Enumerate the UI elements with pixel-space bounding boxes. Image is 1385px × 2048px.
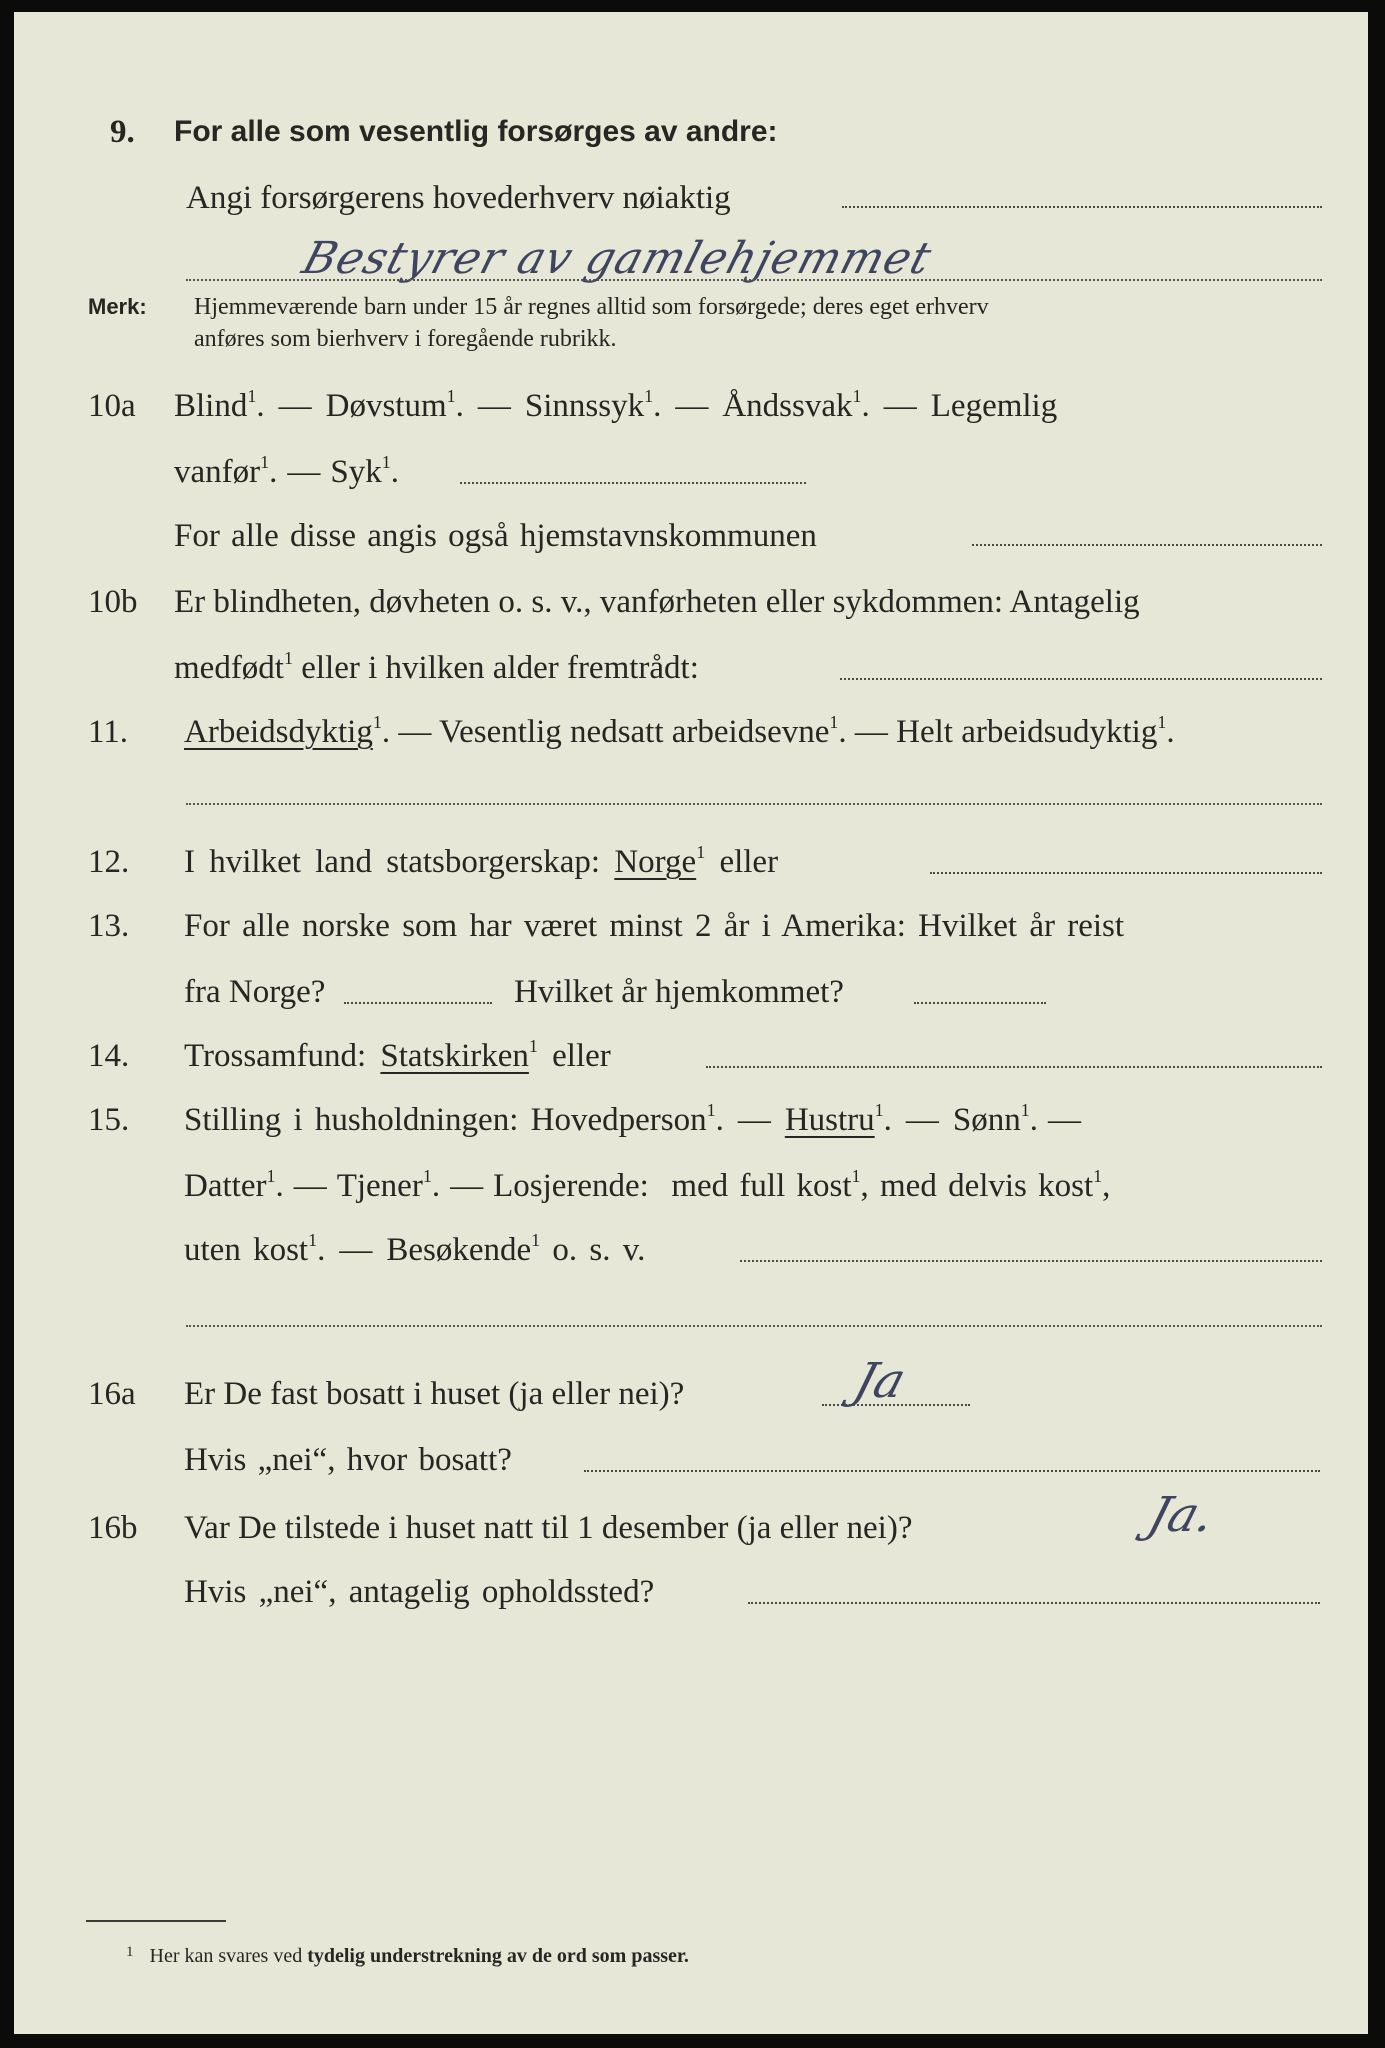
merk-label: Merk:	[88, 294, 147, 319]
q16a-bosatt-field[interactable]	[584, 1468, 1320, 1472]
q9-number: 9.	[110, 114, 135, 150]
merk-note	[88, 292, 989, 322]
q13-prompt: For alle norske som har været minst 2 år i Amerika: Hvilket år reist	[184, 908, 1125, 944]
footnote-text-b: tydelig understrekning av de ord som passer.	[307, 1945, 689, 1967]
q14-question: Trossamfund: Statskirken$^1$ eller	[184, 1036, 611, 1074]
opt-losjerende: Losjerende:	[493, 1168, 649, 1204]
q12-line	[14, 842, 1368, 882]
q15-line2	[14, 1166, 1368, 1206]
q15-other-field[interactable]	[740, 1258, 1322, 1262]
q10a-line3	[14, 516, 1368, 556]
q12-question: I hvilket land statsborgerskap: Norge$^1$ eller	[184, 842, 779, 880]
q15-answer-line[interactable]	[186, 1324, 1322, 1327]
q10b-alder-field[interactable]	[840, 676, 1322, 680]
q16a-line1	[14, 1374, 1368, 1414]
q14-number: 14.	[88, 1038, 130, 1074]
q9-answer-line[interactable]	[186, 278, 1322, 281]
q11-line	[14, 712, 1368, 752]
opt-delvis-kost[interactable]: med delvis kost	[880, 1168, 1094, 1204]
footnote	[126, 1940, 689, 1968]
q13-hjemkommet-prompt: Hvilket år hjemkommet?	[514, 974, 844, 1010]
opt-legemlig[interactable]: Legemlig	[930, 388, 1058, 424]
q15-prompt: Stilling i husholdningen:	[184, 1102, 519, 1138]
q9-heading: For alle som vesentlig forsørges av andre:	[174, 115, 778, 148]
merk-line1: Hjemmeværende barn under 15 år regnes alltid som forsørgede; deres eget erhverv	[194, 294, 989, 320]
q16a-number: 16a	[88, 1376, 136, 1412]
q15-tail: o. s. v.	[552, 1232, 646, 1268]
q16b-number: 16b	[88, 1510, 138, 1546]
q15-number: 15.	[88, 1102, 130, 1138]
q16b-line2	[14, 1572, 1368, 1612]
q15-options-1: Stilling i husholdningen: Hovedperson$^1$. — Hustru$^1$. — Sønn$^1$. —	[184, 1100, 1082, 1138]
q9-handwritten-answer: Bestyrer av gamlehjemmet	[296, 233, 938, 284]
footnote-rule	[86, 1920, 226, 1922]
q13-reist-prompt: fra Norge?	[184, 974, 326, 1010]
opt-udyktig[interactable]: Helt arbeidsudyktig	[896, 714, 1158, 750]
opt-besokende[interactable]: Besøkende	[386, 1232, 532, 1268]
opt-sinnssyk[interactable]: Sinnssyk	[524, 388, 645, 424]
merk-line2: anføres som bierhverv i foregående rubrikk.	[194, 326, 617, 352]
q9-prompt: Angi forsørgerens hovederhverv nøiaktig	[186, 180, 731, 216]
q15-line3	[14, 1230, 1368, 1270]
q10a-options-2: vanfør$^1$. — Syk$^1$.	[174, 452, 399, 490]
q14-tail: eller	[552, 1038, 611, 1074]
q15-line1	[14, 1100, 1368, 1140]
opt-dovstum[interactable]: Døvstum	[325, 388, 447, 424]
q10a-hjemstavn-prompt: For alle disse angis også hjemstavnskommunen	[174, 518, 817, 554]
opt-hustru[interactable]: Hustru	[784, 1102, 875, 1138]
opt-norge[interactable]: Norge	[614, 844, 697, 880]
q16b-prompt: Var De tilstede i huset natt til 1 desember (ja eller nei)?	[184, 1510, 913, 1546]
q12-other-field[interactable]	[930, 870, 1322, 874]
q15-options-2: Datter$^1$. — Tjener$^1$. — Losjerende: med full kost$^1$, med delvis kost$^1$,	[184, 1166, 1111, 1204]
q16a-handwritten-answer: Ja	[847, 1353, 912, 1409]
opt-datter[interactable]: Datter	[184, 1168, 267, 1204]
opt-tjener[interactable]: Tjener	[336, 1168, 423, 1204]
q13-hjemkommet-field[interactable]	[914, 1000, 1046, 1004]
opt-full-kost[interactable]: med full kost	[671, 1168, 852, 1204]
q9-prompt-line	[14, 178, 1368, 218]
q10b-options: medfødt$^1$ eller i hvilken alder fremtrådt:	[174, 648, 699, 686]
census-form-page	[14, 12, 1368, 2034]
q11-number: 11.	[88, 714, 129, 750]
footnote-mark: 1	[126, 1944, 134, 1960]
q10a-line2	[14, 452, 1368, 492]
q13-number: 13.	[88, 908, 130, 944]
q10a-hjemstavn-field[interactable]	[972, 542, 1322, 546]
q14-line	[14, 1036, 1368, 1076]
q10a-number: 10a	[88, 388, 136, 424]
opt-nedsatt[interactable]: Vesentlig nedsatt arbeidsevne	[438, 714, 830, 750]
q10a-options: Blind$^1$. — Døvstum$^1$. — Sinnssyk$^1$. — Åndssvak$^1$. — Legemlig	[174, 386, 1058, 424]
q10a-syk-field[interactable]	[460, 480, 806, 484]
opt-medfodt[interactable]: medfødt	[174, 650, 284, 686]
q10a-line1	[14, 386, 1368, 426]
opt-vanfor[interactable]: vanfør	[174, 454, 261, 490]
q13-line1	[14, 906, 1368, 946]
opt-syk[interactable]: Syk	[330, 454, 382, 490]
q11-answer-line[interactable]	[186, 802, 1322, 805]
opt-sonn[interactable]: Sønn	[952, 1102, 1021, 1138]
q10b-prompt: Er blindheten, døvheten o. s. v., vanførheten eller sykdommen: Antagelig	[174, 584, 1140, 620]
q12-number: 12.	[88, 844, 130, 880]
opt-arbeidsdyktig[interactable]: Arbeidsdyktig	[184, 714, 373, 750]
q13-reist-field[interactable]	[344, 1000, 492, 1004]
q16a-prompt: Er De fast bosatt i huset (ja eller nei)?	[184, 1376, 685, 1412]
opt-uten-kost[interactable]: uten kost	[184, 1232, 309, 1268]
q10b-line2	[14, 648, 1368, 688]
q12-prompt: I hvilket land statsborgerskap:	[184, 844, 601, 880]
opt-hovedperson[interactable]: Hovedperson	[530, 1102, 707, 1138]
q11-options: Arbeidsdyktig$^1$. — Vesentlig nedsatt arbeidsevne$^1$. — Helt arbeidsudyktig$^1$.	[184, 712, 1175, 750]
footnote-text-a: Her kan svares ved	[149, 1945, 303, 1967]
q13-line2	[14, 972, 1368, 1012]
q16b-handwritten-answer: Ja.	[1141, 1487, 1222, 1543]
q15-options-3: uten kost$^1$. — Besøkende$^1$ o. s. v.	[184, 1230, 646, 1268]
q9-heading-line	[14, 112, 1368, 152]
q10b-number: 10b	[88, 584, 138, 620]
q16a-line2	[14, 1440, 1368, 1480]
opt-andssvak[interactable]: Åndssvak	[722, 388, 853, 424]
q16b-opphold-prompt: Hvis „nei“, antagelig opholdssted?	[184, 1574, 655, 1610]
q14-other-field[interactable]	[706, 1064, 1322, 1068]
q10b-alder-prompt: eller i hvilken alder fremtrådt:	[301, 650, 699, 686]
opt-statskirken[interactable]: Statskirken	[380, 1038, 529, 1074]
opt-blind[interactable]: Blind	[174, 388, 248, 424]
q12-tail: eller	[719, 844, 779, 880]
q14-prompt: Trossamfund:	[184, 1038, 367, 1074]
q16b-opphold-field[interactable]	[748, 1600, 1320, 1604]
q10b-line1	[14, 582, 1368, 622]
q16a-bosatt-prompt: Hvis „nei“, hvor bosatt?	[184, 1442, 512, 1478]
q9-answer-field[interactable]	[842, 204, 1322, 208]
